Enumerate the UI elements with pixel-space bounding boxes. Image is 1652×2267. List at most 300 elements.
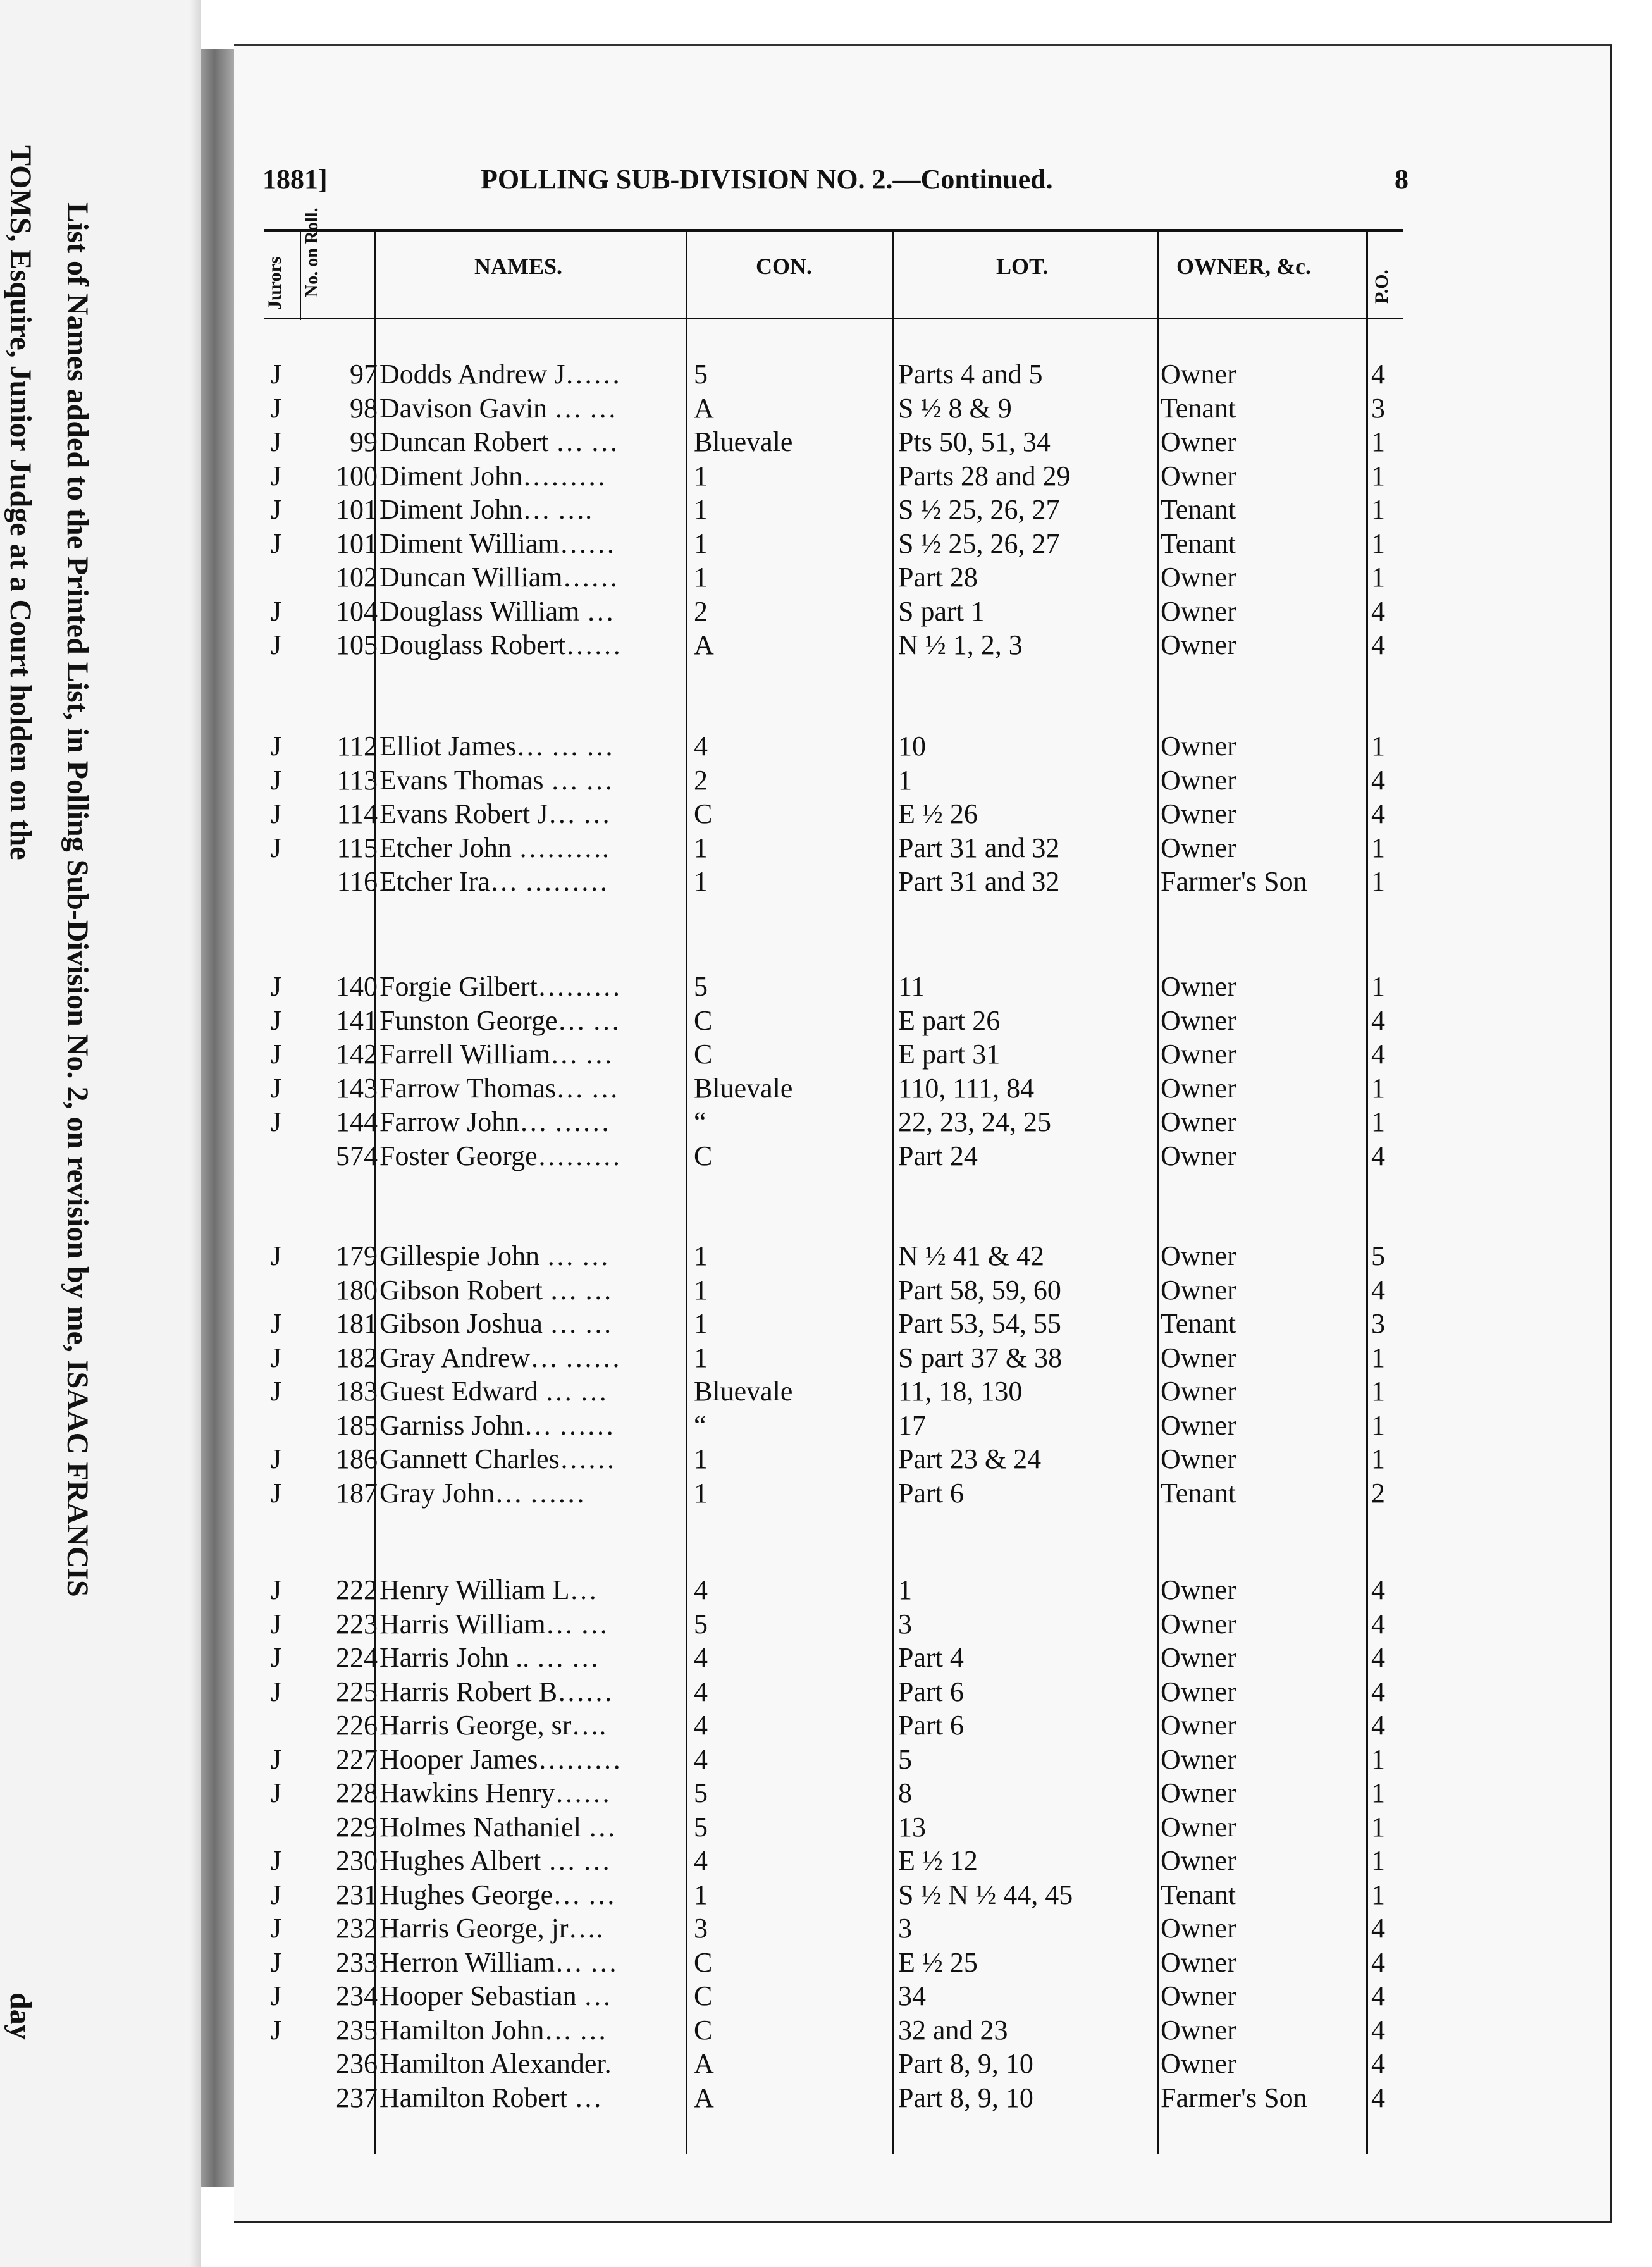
post-office-cell: 4 <box>1371 1274 1385 1306</box>
concession-cell: 1 <box>694 1477 708 1509</box>
concession-cell: C <box>694 1980 713 2011</box>
table-row <box>0 493 1652 526</box>
owner-status-cell: Owner <box>1161 1039 1236 1070</box>
post-office-cell: 4 <box>1371 1574 1385 1605</box>
lot-cell: Part 6 <box>898 1710 964 1741</box>
table-row <box>0 1946 1652 1979</box>
juror-cell: J <box>271 798 282 829</box>
owner-status-cell: Owner <box>1161 1642 1236 1673</box>
juror-cell: J <box>271 359 282 390</box>
lot-cell: Part 31 and 32 <box>898 832 1060 863</box>
voter-name-cell: Holmes Nathaniel … <box>379 1811 616 1843</box>
owner-status-cell: Owner <box>1161 971 1236 1002</box>
table-row <box>0 2048 1652 2080</box>
table-row <box>0 1879 1652 1912</box>
voter-name-cell: Evans Robert J… … <box>379 798 611 829</box>
lot-cell: Pts 50, 51, 34 <box>898 426 1051 457</box>
owner-status-cell: Owner <box>1161 1574 1236 1605</box>
table-row <box>0 798 1652 831</box>
juror-cell: J <box>271 1004 282 1036</box>
post-office-cell: 1 <box>1371 832 1385 863</box>
roll-number-cell: 112 <box>336 731 378 762</box>
concession-cell: C <box>694 1039 713 1070</box>
table-row <box>0 1844 1652 1877</box>
post-office-cell: 4 <box>1371 629 1385 660</box>
post-office-cell: 4 <box>1371 1004 1385 1036</box>
lot-cell: 11, 18, 130 <box>898 1376 1023 1407</box>
post-office-cell: 4 <box>1371 1676 1385 1707</box>
post-office-cell: 3 <box>1371 392 1385 424</box>
concession-cell: 2 <box>694 764 708 796</box>
juror-cell: J <box>271 1240 282 1271</box>
lot-cell: Part 8, 9, 10 <box>898 2082 1033 2113</box>
table-row <box>0 1240 1652 1273</box>
post-office-cell: 4 <box>1371 1039 1385 1070</box>
roll-number-cell: 100 <box>336 460 378 491</box>
juror-cell: J <box>271 1443 282 1474</box>
concession-cell: A <box>694 2048 714 2079</box>
page-number: 8 <box>1395 164 1409 195</box>
roll-number-cell: 185 <box>336 1409 378 1441</box>
voter-name-cell: Duncan Robert … … <box>379 426 619 457</box>
table-row <box>0 1274 1652 1307</box>
voter-name-cell: Herron William… … <box>379 1946 618 1978</box>
concession-cell: 1 <box>694 562 708 593</box>
owner-status-cell: Owner <box>1161 1777 1236 1808</box>
voter-name-cell: Guest Edward … … <box>379 1376 608 1407</box>
owner-status-cell: Owner <box>1161 2048 1236 2079</box>
juror-cell: J <box>271 1376 282 1407</box>
lot-cell: Part 58, 59, 60 <box>898 1274 1061 1306</box>
roll-number-cell: 99 <box>350 426 378 457</box>
roll-number-cell: 235 <box>336 2014 378 2046</box>
concession-cell: 1 <box>694 494 708 525</box>
owner-status-cell: Owner <box>1161 426 1236 457</box>
concession-cell: A <box>694 392 714 424</box>
post-office-cell: 1 <box>1371 866 1385 897</box>
left-margin-line-1: List of Names added to the Printed List, in Polling Sub-Division No. 2, on revision by me, ISAAC FRANCIS <box>61 202 94 1597</box>
voter-name-cell: Diment John……… <box>379 460 607 491</box>
concession-cell: 1 <box>694 866 708 897</box>
lot-cell: 1 <box>898 764 912 796</box>
post-office-cell: 1 <box>1371 426 1385 457</box>
roll-number-cell: 98 <box>350 392 378 424</box>
lot-cell: Part 6 <box>898 1676 964 1707</box>
left-margin-line-3: day <box>4 1992 37 2040</box>
roll-number-cell: 186 <box>336 1443 378 1474</box>
juror-cell: J <box>271 1913 282 1944</box>
concession-cell: 1 <box>694 1308 708 1339</box>
post-office-cell: 1 <box>1371 1879 1385 1910</box>
owner-status-cell: Owner <box>1161 629 1236 660</box>
concession-cell: 5 <box>694 1608 708 1640</box>
post-office-cell: 4 <box>1371 1913 1385 1944</box>
lot-cell: Part 53, 54, 55 <box>898 1308 1061 1339</box>
owner-status-cell: Tenant <box>1161 1879 1236 1910</box>
table-row <box>0 1443 1652 1476</box>
lot-cell: E part 31 <box>898 1039 1001 1070</box>
roll-number-cell: 104 <box>336 595 378 627</box>
roll-number-cell: 227 <box>336 1743 378 1775</box>
owner-status-cell: Owner <box>1161 1140 1236 1171</box>
table-row <box>0 595 1652 628</box>
concession-cell: 5 <box>694 1811 708 1843</box>
lot-cell: 10 <box>898 731 926 762</box>
voter-name-cell: Henry William L… <box>379 1574 598 1605</box>
concession-cell: 1 <box>694 1879 708 1910</box>
lot-cell: 110, 111, 84 <box>898 1072 1035 1104</box>
owner-status-cell: Owner <box>1161 359 1236 390</box>
table-row <box>0 1342 1652 1374</box>
table-row <box>0 865 1652 898</box>
post-office-cell: 1 <box>1371 1743 1385 1775</box>
owner-status-cell: Tenant <box>1161 1477 1236 1509</box>
lot-cell: Part 31 and 32 <box>898 866 1060 897</box>
voter-name-cell: Harris John .. … … <box>379 1642 600 1673</box>
voter-name-cell: Funston George… … <box>379 1004 620 1036</box>
post-office-cell: 1 <box>1371 731 1385 762</box>
owner-status-cell: Owner <box>1161 1004 1236 1036</box>
owner-status-cell: Owner <box>1161 731 1236 762</box>
concession-cell: Bluevale <box>694 1072 793 1104</box>
post-office-cell: 3 <box>1371 1308 1385 1339</box>
roll-number-cell: 102 <box>336 562 378 593</box>
concession-cell: 2 <box>694 595 708 627</box>
table-row <box>0 1709 1652 1742</box>
juror-cell: J <box>271 1477 282 1509</box>
juror-cell: J <box>271 629 282 660</box>
roll-number-cell: 143 <box>336 1072 378 1104</box>
post-office-cell: 5 <box>1371 1240 1385 1271</box>
roll-number-cell: 229 <box>336 1811 378 1843</box>
table-row <box>0 1574 1652 1607</box>
lot-cell: N ½ 1, 2, 3 <box>898 629 1023 660</box>
roll-number-cell: 230 <box>336 1845 378 1876</box>
owner-status-cell: Owner <box>1161 2014 1236 2046</box>
table-top-rule <box>264 229 1403 232</box>
lot-cell: E part 26 <box>898 1004 1001 1036</box>
page-header <box>0 163 1652 201</box>
lot-column-header: LOT. <box>996 254 1049 279</box>
roll-number-cell: 236 <box>336 2048 378 2079</box>
juror-cell: J <box>271 1342 282 1373</box>
lot-cell: S ½ 8 & 9 <box>898 392 1012 424</box>
lot-cell: E ½ 26 <box>898 798 978 829</box>
table-row <box>0 1140 1652 1173</box>
post-office-cell: 4 <box>1371 1980 1385 2011</box>
owner-status-cell: Farmer's Son <box>1161 2082 1307 2113</box>
juror-cell: J <box>271 1106 282 1137</box>
voter-name-cell: Hooper Sebastian … <box>379 1980 612 2011</box>
post-office-cell: 4 <box>1371 798 1385 829</box>
voter-name-cell: Gray Andrew… …… <box>379 1342 621 1373</box>
table-row <box>0 1477 1652 1510</box>
post-office-cell: 4 <box>1371 1608 1385 1640</box>
post-office-cell: 4 <box>1371 359 1385 390</box>
voter-name-cell: Gray John… …… <box>379 1477 586 1509</box>
lot-cell: 11 <box>898 971 925 1002</box>
owner-status-cell: Owner <box>1161 1676 1236 1707</box>
post-office-cell: 1 <box>1371 1443 1385 1474</box>
roll-number-cell: 115 <box>336 832 378 863</box>
table-row <box>0 1743 1652 1776</box>
concession-cell: A <box>694 629 714 660</box>
roll-number-cell: 182 <box>336 1342 378 1373</box>
lot-cell: 3 <box>898 1608 912 1640</box>
concession-cell: C <box>694 1946 713 1978</box>
post-office-cell: 4 <box>1371 2048 1385 2079</box>
con-column-header: CON. <box>756 254 812 279</box>
owner-status-cell: Owner <box>1161 1409 1236 1441</box>
juror-cell: J <box>271 1308 282 1339</box>
owner-status-cell: Owner <box>1161 1342 1236 1373</box>
concession-cell: C <box>694 1004 713 1036</box>
post-office-cell: 1 <box>1371 1777 1385 1808</box>
juror-cell: J <box>271 1777 282 1808</box>
post-office-cell: 1 <box>1371 1845 1385 1876</box>
concession-cell: C <box>694 798 713 829</box>
roll-number-cell: 237 <box>336 2082 378 2113</box>
voter-name-cell: Hooper James……… <box>379 1743 622 1775</box>
juror-cell: J <box>271 1039 282 1070</box>
header-title: POLLING SUB-DIVISION NO. 2.—Continued. <box>481 164 1053 195</box>
post-office-cell: 2 <box>1371 1477 1385 1509</box>
voter-name-cell: Farrow John… …… <box>379 1106 610 1137</box>
lot-cell: 8 <box>898 1777 912 1808</box>
table-row <box>0 1072 1652 1105</box>
roll-number-cell: 574 <box>336 1140 378 1171</box>
table-row <box>0 358 1652 391</box>
roll-number-cell: 181 <box>336 1308 378 1339</box>
owner-status-cell: Owner <box>1161 1811 1236 1843</box>
owner-status-cell: Owner <box>1161 460 1236 491</box>
post-office-cell: 4 <box>1371 1140 1385 1171</box>
owner-status-cell: Owner <box>1161 1980 1236 2011</box>
lot-cell: Part 4 <box>898 1642 964 1673</box>
concession-cell: A <box>694 2082 714 2113</box>
owner-status-cell: Owner <box>1161 1845 1236 1876</box>
lot-cell: Part 6 <box>898 1477 964 1509</box>
owner-status-cell: Tenant <box>1161 392 1236 424</box>
juror-cell: J <box>271 1072 282 1104</box>
lot-cell: 34 <box>898 1980 926 2011</box>
table-row <box>0 2082 1652 2115</box>
owner-status-cell: Owner <box>1161 1106 1236 1137</box>
juror-cell: J <box>271 731 282 762</box>
concession-cell: 5 <box>694 359 708 390</box>
table-row <box>0 1106 1652 1139</box>
juror-cell: J <box>271 494 282 525</box>
lot-cell: Part 8, 9, 10 <box>898 2048 1033 2079</box>
table-row <box>0 1004 1652 1037</box>
voter-name-cell: Farrow Thomas… … <box>379 1072 619 1104</box>
post-office-cell: 4 <box>1371 1642 1385 1673</box>
owner-status-cell: Owner <box>1161 764 1236 796</box>
voter-name-cell: Harris Robert B…… <box>379 1676 613 1707</box>
header-bottom-rule <box>264 318 1403 319</box>
post-office-cell: 1 <box>1371 1409 1385 1441</box>
column-divider-roll <box>300 232 301 320</box>
voter-name-cell: Forgie Gilbert……… <box>379 971 621 1002</box>
juror-cell: J <box>271 1879 282 1910</box>
post-office-cell: 4 <box>1371 2014 1385 2046</box>
post-office-cell: 1 <box>1371 460 1385 491</box>
lot-cell: 22, 23, 24, 25 <box>898 1106 1051 1137</box>
voter-name-cell: Evans Thomas … … <box>379 764 613 796</box>
voter-name-cell: Hamilton Robert … <box>379 2082 602 2113</box>
owner-status-cell: Owner <box>1161 1913 1236 1944</box>
voter-name-cell: Duncan William…… <box>379 562 619 593</box>
post-office-cell: 1 <box>1371 562 1385 593</box>
owner-status-cell: Tenant <box>1161 528 1236 559</box>
roll-number-cell: 142 <box>336 1039 378 1070</box>
concession-cell: “ <box>694 1106 706 1137</box>
roll-number-cell: 140 <box>336 971 378 1002</box>
juror-cell: J <box>271 528 282 559</box>
voter-name-cell: Diment William…… <box>379 528 615 559</box>
table-row <box>0 1777 1652 1810</box>
voter-name-cell: Elliot James… … … <box>379 731 614 762</box>
owner-status-cell: Owner <box>1161 1274 1236 1306</box>
roll-number-cell: 187 <box>336 1477 378 1509</box>
po-column-header: P.O. <box>1371 269 1392 304</box>
voter-name-cell: Gannett Charles…… <box>379 1443 615 1474</box>
lot-cell: Parts 4 and 5 <box>898 359 1043 390</box>
juror-cell: J <box>271 1676 282 1707</box>
concession-cell: 4 <box>694 1710 708 1741</box>
roll-number-cell: 97 <box>350 359 378 390</box>
lot-cell: S ½ 25, 26, 27 <box>898 528 1060 559</box>
voter-name-cell: Hamilton Alexander. <box>379 2048 612 2079</box>
voter-name-cell: Hamilton John… … <box>379 2014 607 2046</box>
table-row <box>0 1608 1652 1641</box>
roll-number-cell: 180 <box>336 1274 378 1306</box>
owner-column-header: OWNER, &c. <box>1176 254 1311 279</box>
juror-cell: J <box>271 832 282 863</box>
juror-cell: J <box>271 1642 282 1673</box>
owner-status-cell: Owner <box>1161 1946 1236 1978</box>
concession-cell: 3 <box>694 1913 708 1944</box>
owner-status-cell: Owner <box>1161 1443 1236 1474</box>
owner-status-cell: Owner <box>1161 595 1236 627</box>
juror-cell: J <box>271 2014 282 2046</box>
concession-cell: 5 <box>694 1777 708 1808</box>
roll-number-cell: 223 <box>336 1608 378 1640</box>
post-office-cell: 1 <box>1371 1342 1385 1373</box>
concession-cell: “ <box>694 1409 706 1441</box>
table-row <box>0 629 1652 662</box>
roll-number-cell: 114 <box>336 798 378 829</box>
table-row <box>0 2014 1652 2047</box>
post-office-cell: 4 <box>1371 764 1385 796</box>
concession-cell: 1 <box>694 460 708 491</box>
voter-name-cell: Douglass William … <box>379 595 615 627</box>
post-office-cell: 4 <box>1371 595 1385 627</box>
concession-cell: 4 <box>694 1743 708 1775</box>
roll-number-cell: 113 <box>336 764 378 796</box>
roll-number-cell: 226 <box>336 1710 378 1741</box>
roll-number-cell: 116 <box>336 866 378 897</box>
concession-cell: 4 <box>694 1642 708 1673</box>
lot-cell: Parts 28 and 29 <box>898 460 1071 491</box>
post-office-cell: 4 <box>1371 1710 1385 1741</box>
lot-cell: E ½ 25 <box>898 1946 978 1978</box>
juror-cell: J <box>271 764 282 796</box>
voter-name-cell: Farrell William… … <box>379 1039 613 1070</box>
juror-cell: J <box>271 1574 282 1605</box>
post-office-cell: 1 <box>1371 1376 1385 1407</box>
names-column-header: NAMES. <box>474 254 563 279</box>
lot-cell: 17 <box>898 1409 926 1441</box>
concession-cell: 1 <box>694 1342 708 1373</box>
voter-name-cell: Hughes George… … <box>379 1879 616 1910</box>
concession-cell: 4 <box>694 731 708 762</box>
juror-cell: J <box>271 1845 282 1876</box>
roll-number-cell: 233 <box>336 1946 378 1978</box>
jurors-column-header: Jurors <box>264 256 285 310</box>
owner-status-cell: Owner <box>1161 798 1236 829</box>
lot-cell: Part 23 & 24 <box>898 1443 1042 1474</box>
voter-name-cell: Hawkins Henry…… <box>379 1777 611 1808</box>
concession-cell: C <box>694 2014 713 2046</box>
post-office-cell: 1 <box>1371 494 1385 525</box>
concession-cell: 1 <box>694 1274 708 1306</box>
roll-column-header: No. on Roll. <box>302 207 322 297</box>
juror-cell: J <box>271 460 282 491</box>
lot-cell: S part 37 & 38 <box>898 1342 1063 1373</box>
owner-status-cell: Farmer's Son <box>1161 866 1307 897</box>
owner-status-cell: Owner <box>1161 832 1236 863</box>
voter-name-cell: Douglass Robert…… <box>379 629 622 660</box>
owner-status-cell: Owner <box>1161 1240 1236 1271</box>
left-margin-line-2: TOMS, Esquire, Junior Judge at a Court holden on the <box>4 145 37 860</box>
voter-name-cell: Hughes Albert … … <box>379 1845 611 1876</box>
roll-number-cell: 144 <box>336 1106 378 1137</box>
table-row <box>0 832 1652 865</box>
owner-status-cell: Tenant <box>1161 494 1236 525</box>
table-row <box>0 764 1652 797</box>
table-row <box>0 426 1652 459</box>
table-row <box>0 1409 1652 1442</box>
lot-cell: E ½ 12 <box>898 1845 978 1876</box>
post-office-cell: 1 <box>1371 528 1385 559</box>
table-row <box>0 392 1652 425</box>
lot-cell: S ½ 25, 26, 27 <box>898 494 1060 525</box>
table-row <box>0 1641 1652 1674</box>
post-office-cell: 4 <box>1371 1946 1385 1978</box>
owner-status-cell: Owner <box>1161 1376 1236 1407</box>
lot-cell: 13 <box>898 1811 926 1843</box>
roll-number-cell: 232 <box>336 1913 378 1944</box>
lot-cell: S part 1 <box>898 595 985 627</box>
owner-status-cell: Owner <box>1161 1743 1236 1775</box>
lot-cell: 1 <box>898 1574 912 1605</box>
lot-cell: Part 24 <box>898 1140 978 1171</box>
owner-status-cell: Owner <box>1161 1710 1236 1741</box>
juror-cell: J <box>271 1946 282 1978</box>
roll-number-cell: 222 <box>336 1574 378 1605</box>
voter-name-cell: Gibson Robert … … <box>379 1274 612 1306</box>
owner-status-cell: Owner <box>1161 1072 1236 1104</box>
roll-number-cell: 101 <box>336 494 378 525</box>
roll-number-cell: 234 <box>336 1980 378 2011</box>
voter-name-cell: Davison Gavin … … <box>379 392 617 424</box>
table-row <box>0 970 1652 1003</box>
concession-cell: 4 <box>694 1676 708 1707</box>
lot-cell: 3 <box>898 1913 912 1944</box>
voter-name-cell: Etcher Ira… ……… <box>379 866 608 897</box>
concession-cell: C <box>694 1140 713 1171</box>
